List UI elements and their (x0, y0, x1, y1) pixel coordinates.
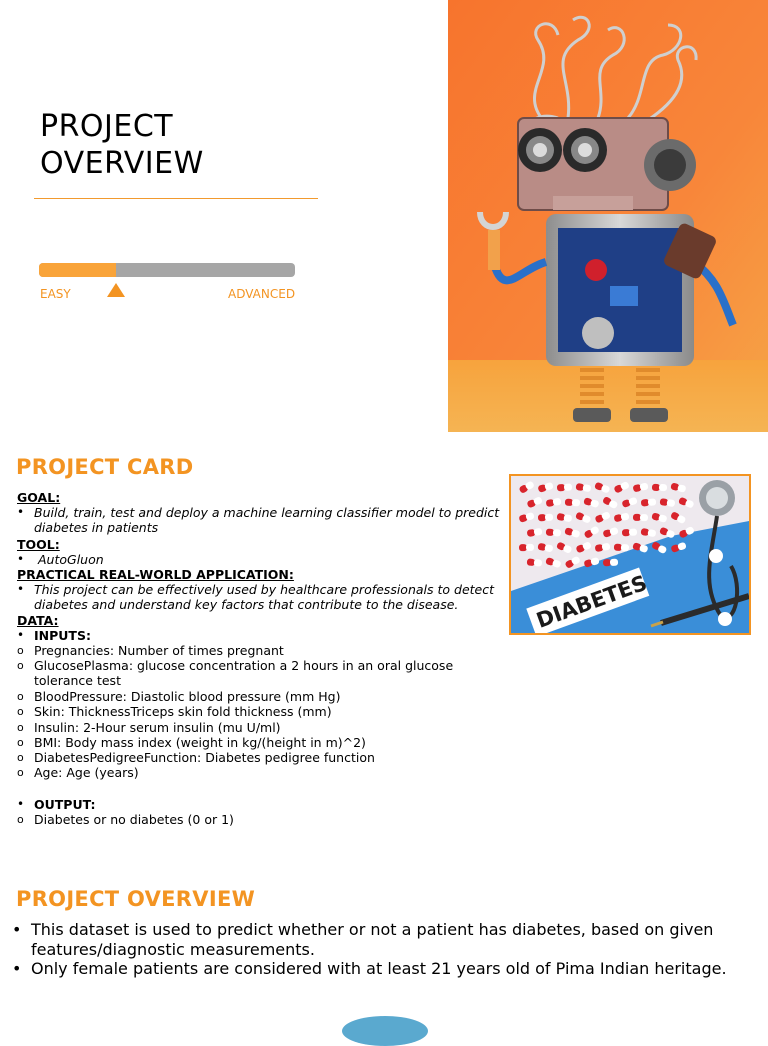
difficulty-marker-icon (107, 283, 125, 297)
bullet-icon: • (17, 797, 25, 811)
bullet-icon: • (17, 552, 25, 566)
output-label: OUTPUT: (34, 797, 96, 812)
diabetes-sign-text: DIABETES (533, 570, 651, 633)
diabetes-image (509, 474, 751, 635)
input-item: Skin: ThicknessTriceps skin fold thickness (mm) (34, 704, 332, 719)
difficulty-easy-label: EASY (40, 287, 71, 301)
project-overview-heading: PROJECT OVERVIEW (16, 887, 256, 911)
overview-bullet-2: Only female patients are considered with at least 21 years old of Pima Indian heritage. (31, 959, 727, 978)
project-card-heading: PROJECT CARD (16, 455, 194, 479)
input-item: BMI: Body mass index (weight in kg/(height in m)^2) (34, 735, 366, 750)
data-label: DATA: (17, 613, 59, 628)
page-title-line2: OVERVIEW (40, 146, 204, 181)
circle-bullet-icon: o (17, 766, 24, 779)
application-text: This project can be effectively used by healthcare professionals to detect diabetes and understand key factors that contribute to the disease. (34, 582, 495, 613)
circle-bullet-icon: o (17, 813, 24, 826)
bullet-icon: • (12, 920, 22, 939)
input-item: Pregnancies: Number of times pregnant (34, 643, 284, 658)
circle-bullet-icon: o (17, 644, 24, 657)
circle-bullet-icon: o (17, 736, 24, 749)
circle-bullet-icon: o (17, 721, 24, 734)
output-text: Diabetes or no diabetes (0 or 1) (34, 812, 234, 827)
input-item: DiabetesPedigreeFunction: Diabetes pedigree function (34, 750, 375, 765)
robot-image (448, 0, 768, 432)
difficulty-bar-fill (39, 263, 116, 277)
difficulty-advanced-label: ADVANCED (228, 287, 296, 301)
bullet-icon: • (17, 628, 25, 642)
circle-bullet-icon: o (17, 705, 24, 718)
input-item: Insulin: 2-Hour serum insulin (mu U/ml) (34, 720, 281, 735)
goal-label: GOAL: (17, 490, 61, 505)
circle-bullet-icon: o (17, 751, 24, 764)
application-label: PRACTICAL REAL-WORLD APPLICATION: (17, 567, 294, 582)
goal-text: Build, train, test and deploy a machine learning classifier model to predict diabetes in patients (34, 505, 500, 536)
bullet-icon: • (17, 505, 25, 519)
input-item: BloodPressure: Diastolic blood pressure (mm Hg) (34, 689, 341, 704)
tool-label: TOOL: (17, 537, 60, 552)
difficulty-bar (39, 263, 295, 277)
input-item: GlucosePlasma: glucose concentration a 2 hours in an oral glucose tolerance test (34, 658, 454, 689)
bullet-icon: • (12, 959, 22, 978)
title-divider (34, 198, 318, 199)
overview-bullet-1: This dataset is used to predict whether or not a patient has diabetes, based on given features/diagnostic measurements. (31, 920, 714, 959)
circle-bullet-icon: o (17, 659, 24, 672)
page-title-line1: PROJECT (40, 109, 174, 144)
decorative-shape (342, 1016, 428, 1046)
tool-text: AutoGluon (38, 552, 104, 567)
input-item: Age: Age (years) (34, 765, 139, 780)
circle-bullet-icon: o (17, 690, 24, 703)
inputs-label: INPUTS: (34, 628, 91, 643)
bullet-icon: • (17, 582, 25, 596)
